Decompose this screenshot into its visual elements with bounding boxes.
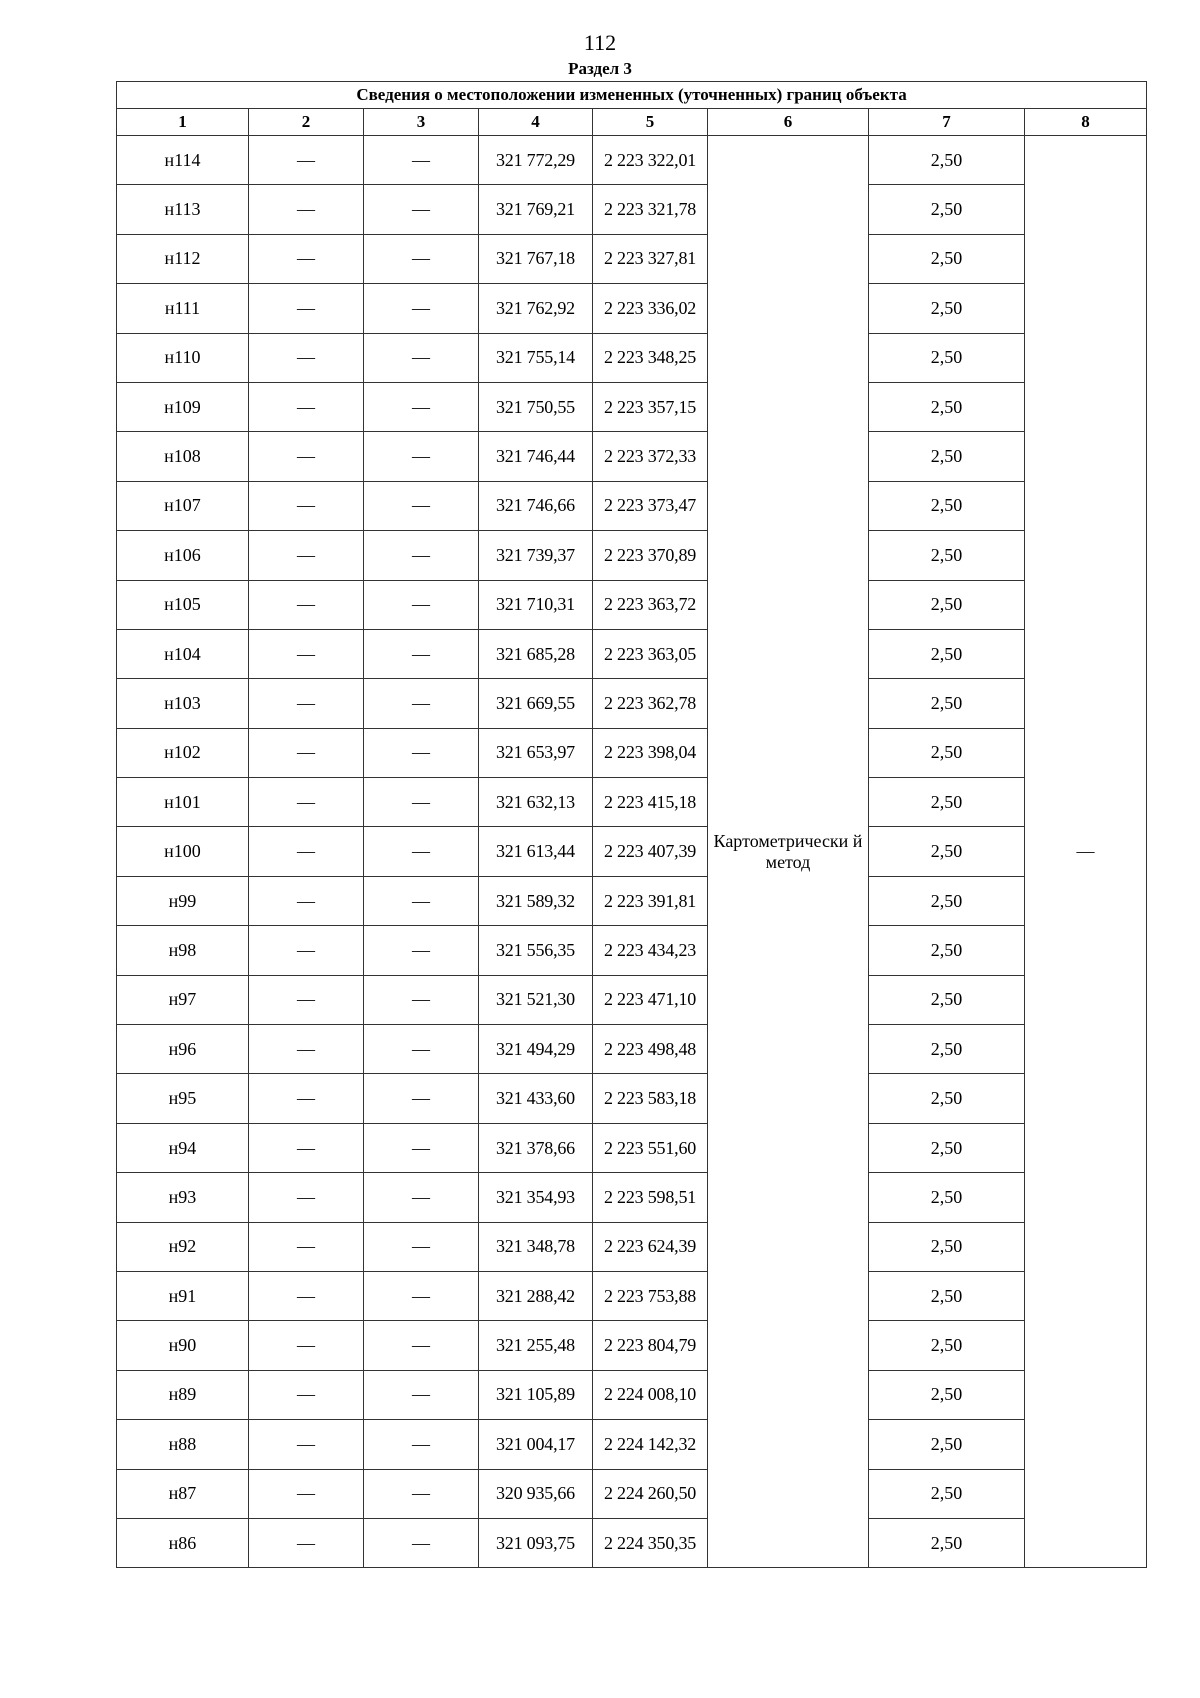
column-2-dash-cell: — — [249, 185, 364, 234]
y-coordinate-cell: 2 223 362,78 — [593, 679, 708, 728]
column-2-dash-cell: — — [249, 778, 364, 827]
accuracy-cell: 2,50 — [869, 679, 1025, 728]
y-coordinate-cell: 2 223 321,78 — [593, 185, 708, 234]
table-row — [117, 1518, 1147, 1567]
column-2-dash-cell: — — [249, 284, 364, 333]
column-2-dash-cell: — — [249, 136, 364, 185]
y-coordinate-cell: 2 223 583,18 — [593, 1074, 708, 1123]
table-row — [117, 1074, 1147, 1123]
table-row — [117, 1370, 1147, 1419]
y-coordinate-cell: 2 224 350,35 — [593, 1518, 708, 1567]
column-2-dash-cell: — — [249, 629, 364, 678]
point-name-cell: н94 — [117, 1123, 249, 1172]
y-coordinate-cell: 2 224 142,32 — [593, 1420, 708, 1469]
x-coordinate-cell: 321 004,17 — [479, 1420, 593, 1469]
column-3-dash-cell: — — [364, 1469, 479, 1518]
point-name-cell: н93 — [117, 1173, 249, 1222]
x-coordinate-cell: 321 669,55 — [479, 679, 593, 728]
column-3-dash-cell: — — [364, 1271, 479, 1320]
column-3-dash-cell: — — [364, 679, 479, 728]
x-coordinate-cell: 321 769,21 — [479, 185, 593, 234]
point-name-cell: н114 — [117, 136, 249, 185]
table-row — [117, 679, 1147, 728]
accuracy-cell: 2,50 — [869, 580, 1025, 629]
table-row — [117, 481, 1147, 530]
accuracy-cell: 2,50 — [869, 1518, 1025, 1567]
point-name-cell: н105 — [117, 580, 249, 629]
table-row — [117, 136, 1147, 185]
table-row — [117, 876, 1147, 925]
column-3-dash-cell: — — [364, 580, 479, 629]
point-name-cell: н102 — [117, 728, 249, 777]
y-coordinate-cell: 2 223 363,72 — [593, 580, 708, 629]
y-coordinate-cell: 2 223 372,33 — [593, 432, 708, 481]
column-2-dash-cell: — — [249, 432, 364, 481]
column-number-2: 2 — [249, 109, 364, 136]
accuracy-cell: 2,50 — [869, 481, 1025, 530]
point-name-cell: н100 — [117, 827, 249, 876]
table-row — [117, 1271, 1147, 1320]
column-number-1: 1 — [117, 109, 249, 136]
column-2-dash-cell: — — [249, 580, 364, 629]
table-caption: Сведения о местоположении измененных (уточненных) границ объекта — [117, 82, 1147, 109]
point-name-cell: н92 — [117, 1222, 249, 1271]
x-coordinate-cell: 321 105,89 — [479, 1370, 593, 1419]
point-name-cell: н96 — [117, 1025, 249, 1074]
column-3-dash-cell: — — [364, 1074, 479, 1123]
table-row — [117, 1469, 1147, 1518]
table-row — [117, 382, 1147, 431]
accuracy-cell: 2,50 — [869, 876, 1025, 925]
column-number-row — [117, 109, 1147, 136]
column-3-dash-cell: — — [364, 1518, 479, 1567]
column-3-dash-cell: — — [364, 481, 479, 530]
point-name-cell: н87 — [117, 1469, 249, 1518]
column-3-dash-cell: — — [364, 333, 479, 382]
column-3-dash-cell: — — [364, 1370, 479, 1419]
y-coordinate-cell: 2 223 598,51 — [593, 1173, 708, 1222]
section-title: Раздел 3 — [568, 59, 632, 78]
accuracy-cell: 2,50 — [869, 629, 1025, 678]
column-3-dash-cell: — — [364, 136, 479, 185]
x-coordinate-cell: 321 685,28 — [479, 629, 593, 678]
x-coordinate-cell: 321 746,44 — [479, 432, 593, 481]
column-2-dash-cell: — — [249, 1074, 364, 1123]
column-number-4: 4 — [479, 109, 593, 136]
y-coordinate-cell: 2 223 322,01 — [593, 136, 708, 185]
column-2-dash-cell: — — [249, 1271, 364, 1320]
column-2-dash-cell: — — [249, 926, 364, 975]
x-coordinate-cell: 321 556,35 — [479, 926, 593, 975]
x-coordinate-cell: 321 093,75 — [479, 1518, 593, 1567]
column-2-dash-cell: — — [249, 481, 364, 530]
point-name-cell: н90 — [117, 1321, 249, 1370]
x-coordinate-cell: 321 772,29 — [479, 136, 593, 185]
y-coordinate-cell: 2 223 398,04 — [593, 728, 708, 777]
table-row — [117, 1420, 1147, 1469]
point-name-cell: н104 — [117, 629, 249, 678]
x-coordinate-cell: 320 935,66 — [479, 1469, 593, 1518]
column-2-dash-cell: — — [249, 679, 364, 728]
column-2-dash-cell: — — [249, 1321, 364, 1370]
x-coordinate-cell: 321 354,93 — [479, 1173, 593, 1222]
x-coordinate-cell: 321 589,32 — [479, 876, 593, 925]
point-name-cell: н95 — [117, 1074, 249, 1123]
table-row — [117, 185, 1147, 234]
column-2-dash-cell: — — [249, 382, 364, 431]
y-coordinate-cell: 2 223 357,15 — [593, 382, 708, 431]
x-coordinate-cell: 321 632,13 — [479, 778, 593, 827]
column-3-dash-cell: — — [364, 185, 479, 234]
table-row — [117, 1173, 1147, 1222]
accuracy-cell: 2,50 — [869, 1271, 1025, 1320]
column-2-dash-cell: — — [249, 333, 364, 382]
method-text: Картометрически й метод — [713, 830, 863, 872]
column-3-dash-cell: — — [364, 1123, 479, 1172]
point-name-cell: н101 — [117, 778, 249, 827]
accuracy-cell: 2,50 — [869, 1370, 1025, 1419]
column-2-dash-cell: — — [249, 1222, 364, 1271]
point-name-cell: н91 — [117, 1271, 249, 1320]
y-coordinate-cell: 2 223 370,89 — [593, 531, 708, 580]
column-3-dash-cell: — — [364, 1222, 479, 1271]
column-2-dash-cell: — — [249, 1518, 364, 1567]
column-3-dash-cell: — — [364, 975, 479, 1024]
point-name-cell: н86 — [117, 1518, 249, 1567]
y-coordinate-cell: 2 223 415,18 — [593, 778, 708, 827]
y-coordinate-cell: 2 223 498,48 — [593, 1025, 708, 1074]
x-coordinate-cell: 321 755,14 — [479, 333, 593, 382]
table-row — [117, 234, 1147, 283]
column-number-8: 8 — [1025, 109, 1147, 136]
accuracy-cell: 2,50 — [869, 1222, 1025, 1271]
column-2-dash-cell: — — [249, 1123, 364, 1172]
point-name-cell: н110 — [117, 333, 249, 382]
table-row — [117, 629, 1147, 678]
x-coordinate-cell: 321 750,55 — [479, 382, 593, 431]
x-coordinate-cell: 321 653,97 — [479, 728, 593, 777]
point-name-cell: н111 — [117, 284, 249, 333]
column-number-6: 6 — [708, 109, 869, 136]
accuracy-cell: 2,50 — [869, 975, 1025, 1024]
accuracy-cell: 2,50 — [869, 778, 1025, 827]
point-name-cell: н108 — [117, 432, 249, 481]
table-row — [117, 975, 1147, 1024]
column-2-dash-cell: — — [249, 876, 364, 925]
column-3-dash-cell: — — [364, 382, 479, 431]
column-3-dash-cell: — — [364, 531, 479, 580]
point-name-cell: н99 — [117, 876, 249, 925]
column-2-dash-cell: — — [249, 1025, 364, 1074]
y-coordinate-cell: 2 223 471,10 — [593, 975, 708, 1024]
accuracy-cell: 2,50 — [869, 827, 1025, 876]
column-8-cell: — — [1025, 136, 1147, 1568]
accuracy-cell: 2,50 — [869, 1074, 1025, 1123]
point-name-cell: н113 — [117, 185, 249, 234]
x-coordinate-cell: 321 288,42 — [479, 1271, 593, 1320]
column-3-dash-cell: — — [364, 284, 479, 333]
point-name-cell: н88 — [117, 1420, 249, 1469]
x-coordinate-cell: 321 521,30 — [479, 975, 593, 1024]
accuracy-cell: 2,50 — [869, 136, 1025, 185]
accuracy-cell: 2,50 — [869, 185, 1025, 234]
x-coordinate-cell: 321 710,31 — [479, 580, 593, 629]
accuracy-cell: 2,50 — [869, 1173, 1025, 1222]
table-body — [117, 136, 1147, 1568]
x-coordinate-cell: 321 739,37 — [479, 531, 593, 580]
point-name-cell: н98 — [117, 926, 249, 975]
column-3-dash-cell: — — [364, 926, 479, 975]
table-row — [117, 926, 1147, 975]
column-number-5: 5 — [593, 109, 708, 136]
y-coordinate-cell: 2 223 391,81 — [593, 876, 708, 925]
column-3-dash-cell: — — [364, 778, 479, 827]
accuracy-cell: 2,50 — [869, 926, 1025, 975]
accuracy-cell: 2,50 — [869, 531, 1025, 580]
table-row — [117, 778, 1147, 827]
table-row — [117, 1321, 1147, 1370]
accuracy-cell: 2,50 — [869, 333, 1025, 382]
table-row — [117, 1222, 1147, 1271]
column-3-dash-cell: — — [364, 1025, 479, 1074]
table-row — [117, 531, 1147, 580]
accuracy-cell: 2,50 — [869, 1469, 1025, 1518]
x-coordinate-cell: 321 613,44 — [479, 827, 593, 876]
accuracy-cell: 2,50 — [869, 382, 1025, 431]
table-row — [117, 333, 1147, 382]
table-row — [117, 827, 1147, 876]
y-coordinate-cell: 2 224 260,50 — [593, 1469, 708, 1518]
column-3-dash-cell: — — [364, 1420, 479, 1469]
y-coordinate-cell: 2 223 407,39 — [593, 827, 708, 876]
y-coordinate-cell: 2 223 327,81 — [593, 234, 708, 283]
accuracy-cell: 2,50 — [869, 728, 1025, 777]
y-coordinate-cell: 2 223 624,39 — [593, 1222, 708, 1271]
column-2-dash-cell: — — [249, 1469, 364, 1518]
column-2-dash-cell: — — [249, 531, 364, 580]
column-2-dash-cell: — — [249, 827, 364, 876]
table-row — [117, 1123, 1147, 1172]
column-3-dash-cell: — — [364, 728, 479, 777]
point-name-cell: н106 — [117, 531, 249, 580]
point-name-cell: н97 — [117, 975, 249, 1024]
x-coordinate-cell: 321 255,48 — [479, 1321, 593, 1370]
accuracy-cell: 2,50 — [869, 432, 1025, 481]
coordinates-table — [116, 81, 1147, 1568]
column-3-dash-cell: — — [364, 234, 479, 283]
column-3-dash-cell: — — [364, 876, 479, 925]
table-row — [117, 580, 1147, 629]
point-name-cell: н89 — [117, 1370, 249, 1419]
y-coordinate-cell: 2 223 551,60 — [593, 1123, 708, 1172]
method-cell — [708, 136, 869, 1568]
y-coordinate-cell: 2 223 804,79 — [593, 1321, 708, 1370]
column-2-dash-cell: — — [249, 234, 364, 283]
column-3-dash-cell: — — [364, 1321, 479, 1370]
column-3-dash-cell: — — [364, 629, 479, 678]
y-coordinate-cell: 2 223 434,23 — [593, 926, 708, 975]
point-name-cell: н103 — [117, 679, 249, 728]
x-coordinate-cell: 321 746,66 — [479, 481, 593, 530]
point-name-cell: н107 — [117, 481, 249, 530]
page-number: 112 — [583, 30, 617, 55]
y-coordinate-cell: 2 223 336,02 — [593, 284, 708, 333]
column-number-7: 7 — [869, 109, 1025, 136]
accuracy-cell: 2,50 — [869, 1123, 1025, 1172]
accuracy-cell: 2,50 — [869, 1420, 1025, 1469]
accuracy-cell: 2,50 — [869, 284, 1025, 333]
x-coordinate-cell: 321 378,66 — [479, 1123, 593, 1172]
y-coordinate-cell: 2 223 753,88 — [593, 1271, 708, 1320]
column-2-dash-cell: — — [249, 1370, 364, 1419]
table-row — [117, 432, 1147, 481]
x-coordinate-cell: 321 348,78 — [479, 1222, 593, 1271]
column-number-3: 3 — [364, 109, 479, 136]
y-coordinate-cell: 2 223 348,25 — [593, 333, 708, 382]
x-coordinate-cell: 321 767,18 — [479, 234, 593, 283]
accuracy-cell: 2,50 — [869, 1025, 1025, 1074]
x-coordinate-cell: 321 762,92 — [479, 284, 593, 333]
table-row — [117, 284, 1147, 333]
accuracy-cell: 2,50 — [869, 234, 1025, 283]
y-coordinate-cell: 2 223 363,05 — [593, 629, 708, 678]
column-2-dash-cell: — — [249, 975, 364, 1024]
x-coordinate-cell: 321 433,60 — [479, 1074, 593, 1123]
column-3-dash-cell: — — [364, 1173, 479, 1222]
y-coordinate-cell: 2 224 008,10 — [593, 1370, 708, 1419]
table-row — [117, 728, 1147, 777]
column-2-dash-cell: — — [249, 728, 364, 777]
column-2-dash-cell: — — [249, 1173, 364, 1222]
accuracy-cell: 2,50 — [869, 1321, 1025, 1370]
x-coordinate-cell: 321 494,29 — [479, 1025, 593, 1074]
column-3-dash-cell: — — [364, 827, 479, 876]
column-3-dash-cell: — — [364, 432, 479, 481]
table-row — [117, 1025, 1147, 1074]
y-coordinate-cell: 2 223 373,47 — [593, 481, 708, 530]
column-2-dash-cell: — — [249, 1420, 364, 1469]
point-name-cell: н112 — [117, 234, 249, 283]
point-name-cell: н109 — [117, 382, 249, 431]
